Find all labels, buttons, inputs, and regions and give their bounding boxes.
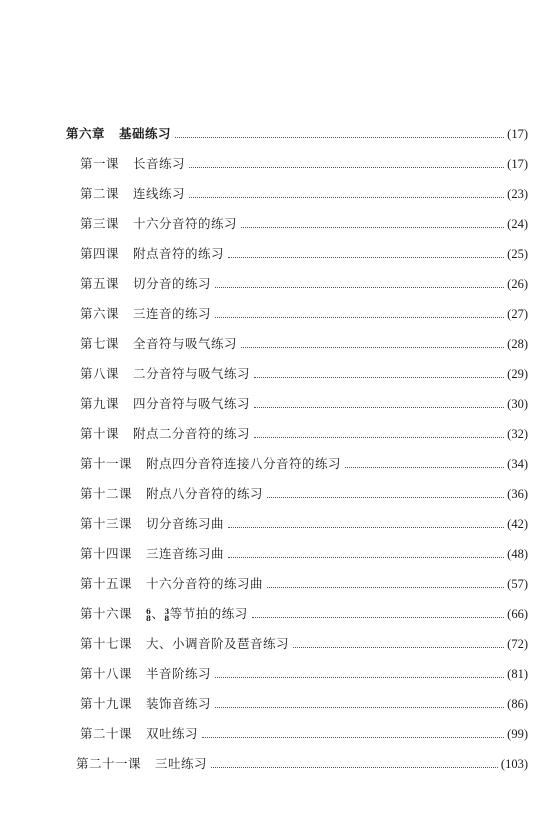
time-signature-denominator: 8 <box>164 613 170 623</box>
toc-entry-lesson-21[interactable] <box>76 754 528 774</box>
toc-entry-lesson-2[interactable] <box>80 184 528 204</box>
lesson-title: 附点二分音符的练习 <box>133 426 251 441</box>
lesson-title: 三连音的练习 <box>133 306 212 321</box>
lesson-label: 第九课 <box>80 396 120 411</box>
toc-entry-lesson-14[interactable] <box>80 544 528 564</box>
lesson-label: 第五课 <box>80 276 120 291</box>
lesson-title: 十六分音符的练习曲 <box>146 576 264 591</box>
lesson-label: 第十四课 <box>80 546 133 561</box>
lesson-title: 三吐练习 <box>155 756 208 771</box>
lesson-title: 附点音符的练习 <box>133 246 225 261</box>
dot-leader <box>215 677 504 678</box>
toc-entry-lesson-13[interactable] <box>80 514 528 534</box>
lesson-label: 第十五课 <box>80 576 133 591</box>
dot-leader <box>267 497 504 498</box>
lesson-label: 第十九课 <box>80 696 133 711</box>
lesson-title: 切分音练习曲 <box>146 516 225 531</box>
toc-entry-lesson-10[interactable] <box>80 424 528 444</box>
dot-leader <box>345 467 504 468</box>
lesson-label: 第十三课 <box>80 516 133 531</box>
lesson-page-number: (28) <box>507 337 528 351</box>
dot-leader <box>254 377 504 378</box>
lesson-title-group <box>146 604 248 624</box>
dot-leader <box>215 707 504 708</box>
lesson-label: 第十一课 <box>80 456 133 471</box>
lesson-page-number: (42) <box>507 517 528 531</box>
lesson-page-number: (36) <box>507 487 528 501</box>
lesson-label: 第三课 <box>80 216 120 231</box>
lesson-label: 第十七课 <box>80 636 133 651</box>
lesson-title: 切分音的练习 <box>133 276 212 291</box>
toc-entry-lesson-3[interactable] <box>80 214 528 234</box>
toc-entry-lesson-19[interactable] <box>80 694 528 714</box>
dot-leader <box>241 227 504 228</box>
lesson-page-number: (57) <box>507 577 528 591</box>
lesson-page-number: (30) <box>507 397 528 411</box>
dot-leader <box>211 767 498 768</box>
lesson-title: 双吐练习 <box>146 726 199 741</box>
lesson-label: 第十八课 <box>80 666 133 681</box>
toc-entry-lesson-4[interactable] <box>80 244 528 264</box>
lesson-title: 附点四分音符连接八分音符的练习 <box>146 456 342 471</box>
lesson-page-number: (17) <box>507 157 528 171</box>
lesson-page-number: (99) <box>507 727 528 741</box>
dot-leader <box>189 167 504 168</box>
lesson-page-number: (25) <box>507 247 528 261</box>
time-signature-denominator: 8 <box>146 613 152 623</box>
lesson-page-number: (81) <box>507 667 528 681</box>
dot-leader <box>175 137 504 138</box>
dot-leader <box>267 587 504 588</box>
toc-entry-lesson-16[interactable] <box>80 604 528 624</box>
toc-entry-lesson-18[interactable] <box>80 664 528 684</box>
dot-leader <box>189 197 504 198</box>
lesson-label: 第二课 <box>80 186 120 201</box>
lesson-page-number: (66) <box>507 607 528 621</box>
lesson-page-number: (86) <box>507 697 528 711</box>
lesson-page-number: (26) <box>507 277 528 291</box>
chapter-title: 基础练习 <box>119 126 172 141</box>
lesson-page-number: (27) <box>507 307 528 321</box>
toc-entry-lesson-7[interactable] <box>80 334 528 354</box>
dot-leader <box>241 347 504 348</box>
toc-entry-lesson-6[interactable] <box>80 304 528 324</box>
lesson-page-number: (48) <box>507 547 528 561</box>
lesson-label: 第二十一课 <box>76 756 142 771</box>
toc-entry-lesson-5[interactable] <box>80 274 528 294</box>
toc-entry-lesson-17[interactable] <box>80 634 528 654</box>
lesson-title: 大、小调音阶及琶音练习 <box>146 636 290 651</box>
toc-entry-lesson-15[interactable] <box>80 574 528 594</box>
lesson-title: 二分音符与吸气练习 <box>133 366 251 381</box>
lesson-title: 全音符与吸气练习 <box>133 336 238 351</box>
toc-entry-lesson-20[interactable] <box>80 724 528 744</box>
lesson-label: 第八课 <box>80 366 120 381</box>
dot-leader <box>215 317 504 318</box>
chapter-page-number: (17) <box>507 127 528 141</box>
time-signature-numerator: 6 <box>146 606 152 616</box>
lesson-title: 三连音练习曲 <box>146 546 225 561</box>
toc-entry-lesson-11[interactable] <box>80 454 528 474</box>
chapter-label: 第六章 <box>66 126 106 141</box>
lesson-page-number: (72) <box>507 637 528 651</box>
lesson-title: 十六分音符的练习 <box>133 216 238 231</box>
lesson-label: 第六课 <box>80 306 120 321</box>
lesson-title: 半音阶练习 <box>146 666 212 681</box>
dot-leader <box>228 527 504 528</box>
lesson-title: 四分音符与吸气练习 <box>133 396 251 411</box>
title-separator: 、 <box>151 606 165 621</box>
toc-entry-lesson-8[interactable] <box>80 364 528 384</box>
lesson-label: 第一课 <box>80 156 120 171</box>
lesson-title: 连线练习 <box>133 186 186 201</box>
lesson-title: 等节拍的练习 <box>169 606 248 621</box>
dot-leader <box>228 257 504 258</box>
toc-entry-lesson-12[interactable] <box>80 484 528 504</box>
lesson-label: 第七课 <box>80 336 120 351</box>
toc-entry-lesson-9[interactable] <box>80 394 528 414</box>
toc-entry-lesson-1[interactable] <box>80 154 528 174</box>
dot-leader <box>254 407 504 408</box>
lesson-page-number: (23) <box>507 187 528 201</box>
lesson-label: 第十二课 <box>80 486 133 501</box>
lesson-label: 第十课 <box>80 426 120 441</box>
dot-leader <box>202 737 504 738</box>
time-signature-numerator: 3 <box>164 606 170 616</box>
lesson-page-number: (103) <box>500 757 528 771</box>
lesson-title: 长音练习 <box>133 156 186 171</box>
lesson-page-number: (32) <box>507 427 528 441</box>
dot-leader <box>228 557 504 558</box>
dot-leader <box>293 647 504 648</box>
lesson-label: 第十六课 <box>80 606 133 621</box>
dot-leader <box>252 617 504 618</box>
dot-leader <box>254 437 504 438</box>
lesson-page-number: (29) <box>507 367 528 381</box>
lesson-title: 装饰音练习 <box>146 696 212 711</box>
lesson-page-number: (34) <box>507 457 528 471</box>
lesson-page-number: (24) <box>507 217 528 231</box>
lesson-title: 附点八分音符的练习 <box>146 486 264 501</box>
dot-leader <box>215 287 504 288</box>
lesson-label: 第二十课 <box>80 726 133 741</box>
toc-chapter-entry[interactable] <box>66 124 528 144</box>
lesson-label: 第四课 <box>80 246 120 261</box>
